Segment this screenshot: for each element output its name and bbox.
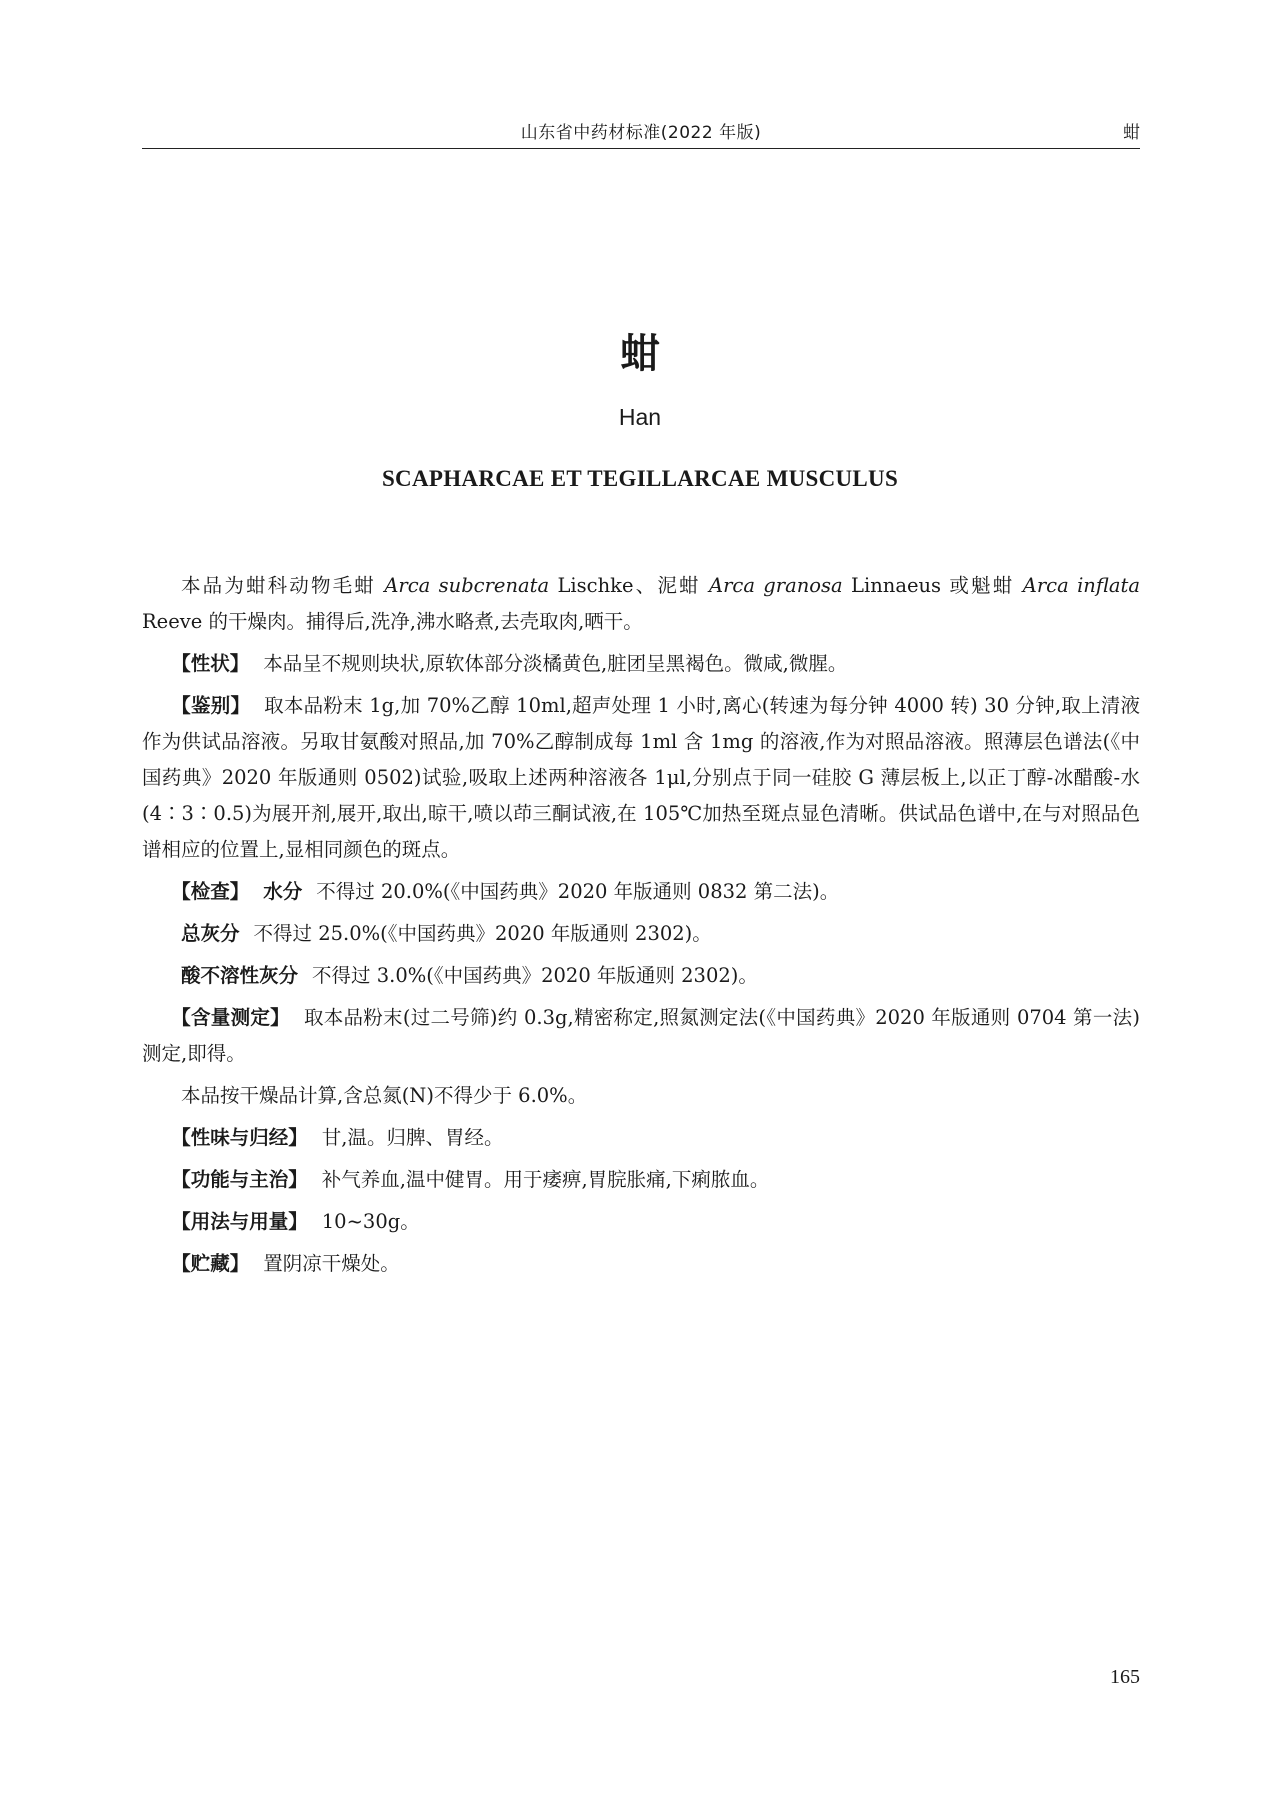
monograph-body <box>142 568 1140 1288</box>
section-label: 【贮藏】 <box>171 1252 250 1275</box>
section-identification <box>142 688 1140 868</box>
section-total-ash <box>142 916 1140 952</box>
section-description <box>142 646 1140 682</box>
section-text: 本品呈不规则块状,原软体部分淡橘黄色,脏团呈黑褐色。微咸,微腥。 <box>263 652 848 675</box>
subsection-text: 不得过 20.0%(《中国药典》2020 年版通则 0832 第二法)。 <box>316 880 840 903</box>
subsection-text: 不得过 3.0%(《中国药典》2020 年版通则 2302)。 <box>312 964 758 987</box>
subsection-label: 总灰分 <box>181 922 240 945</box>
subsection-text: 不得过 25.0%(《中国药典》2020 年版通则 2302)。 <box>253 922 712 945</box>
section-text: 取本品粉末(过二号筛)约 0.3g,精密称定,照氮测定法(《中国药典》2020 年版通则 0704 第一法)测定,即得。 <box>142 1006 1140 1065</box>
section-usage-dosage <box>142 1204 1140 1240</box>
page-number: 165 <box>1110 1666 1140 1688</box>
section-inspection <box>142 874 1140 910</box>
species-name-1: Arca subcrenata <box>384 574 550 597</box>
section-assay <box>142 1000 1140 1072</box>
section-text: 置阴凉干燥处。 <box>263 1252 400 1275</box>
section-acid-insoluble-ash <box>142 958 1140 994</box>
entry-title-chinese: 蚶 <box>620 331 660 377</box>
header-entry-name: 蚶 <box>1123 123 1140 143</box>
section-label: 【鉴别】 <box>171 694 251 717</box>
assay-requirement: 本品按干燥品计算,含总氮(N)不得少于 6.0%。 <box>181 1084 588 1107</box>
section-label: 【性味与归经】 <box>171 1126 308 1149</box>
species-name-2: Arca granosa <box>709 574 843 597</box>
entry-title-pinyin: Han <box>618 404 662 430</box>
section-label: 【检查】 <box>171 880 250 903</box>
section-nature-meridian <box>142 1120 1140 1156</box>
subsection-label: 酸不溶性灰分 <box>181 964 299 987</box>
entry-title-latin: SCAPHARCAE ET TEGILLARCAE MUSCULUS <box>381 466 899 491</box>
section-label: 【含量测定】 <box>171 1006 290 1029</box>
section-label: 【用法与用量】 <box>171 1210 308 1233</box>
intro-text-3: Linnaeus 或魁蚶 <box>851 574 1015 597</box>
intro-text-1: 本品为蚶科动物毛蚶 <box>181 574 376 597</box>
running-header <box>142 108 1140 149</box>
section-text: 甘,温。归脾、胃经。 <box>321 1126 504 1149</box>
species-name-3: Arca inflata <box>1022 574 1140 597</box>
subsection-label: 水分 <box>263 880 303 903</box>
header-title: 山东省中药材标准(2022 年版) <box>520 123 762 143</box>
section-storage <box>142 1246 1140 1282</box>
source-paragraph <box>142 568 1140 640</box>
section-function-indication <box>142 1162 1140 1198</box>
section-label: 【性状】 <box>171 652 250 675</box>
intro-text-4: Reeve 的干燥肉。捕得后,洗净,沸水略煮,去壳取肉,晒干。 <box>142 610 643 633</box>
section-label: 【功能与主治】 <box>171 1168 308 1191</box>
section-text: 10~30g。 <box>321 1210 420 1233</box>
intro-text-2: Lischke、泥蚶 <box>557 574 701 597</box>
section-text: 取本品粉末 1g,加 70%乙醇 10ml,超声处理 1 小时,离心(转速为每分钟 4000 转) 30 分钟,取上清液作为供试品溶液。另取甘氨酸对照品,加 70%乙醇制成每 1ml 含 1mg 的溶液,作为对照品溶液。照薄层色谱法(《中国药典》2020 年版通则 0502)试验,吸取上述两种溶液各 1μl,分别点于同一硅胶 G 薄层板上,以正丁醇-冰醋酸-水(4∶3∶0.5)为展开剂,展开,取出,晾干,喷以茚三酮试液,在 105℃加热至斑点显色清晰。供试品色谱中,在与对照品色谱相应的位置上,显相同颜色的斑点。 <box>142 694 1140 861</box>
section-text: 补气养血,温中健胃。用于痿痹,胃脘胀痛,下痢脓血。 <box>321 1168 770 1191</box>
